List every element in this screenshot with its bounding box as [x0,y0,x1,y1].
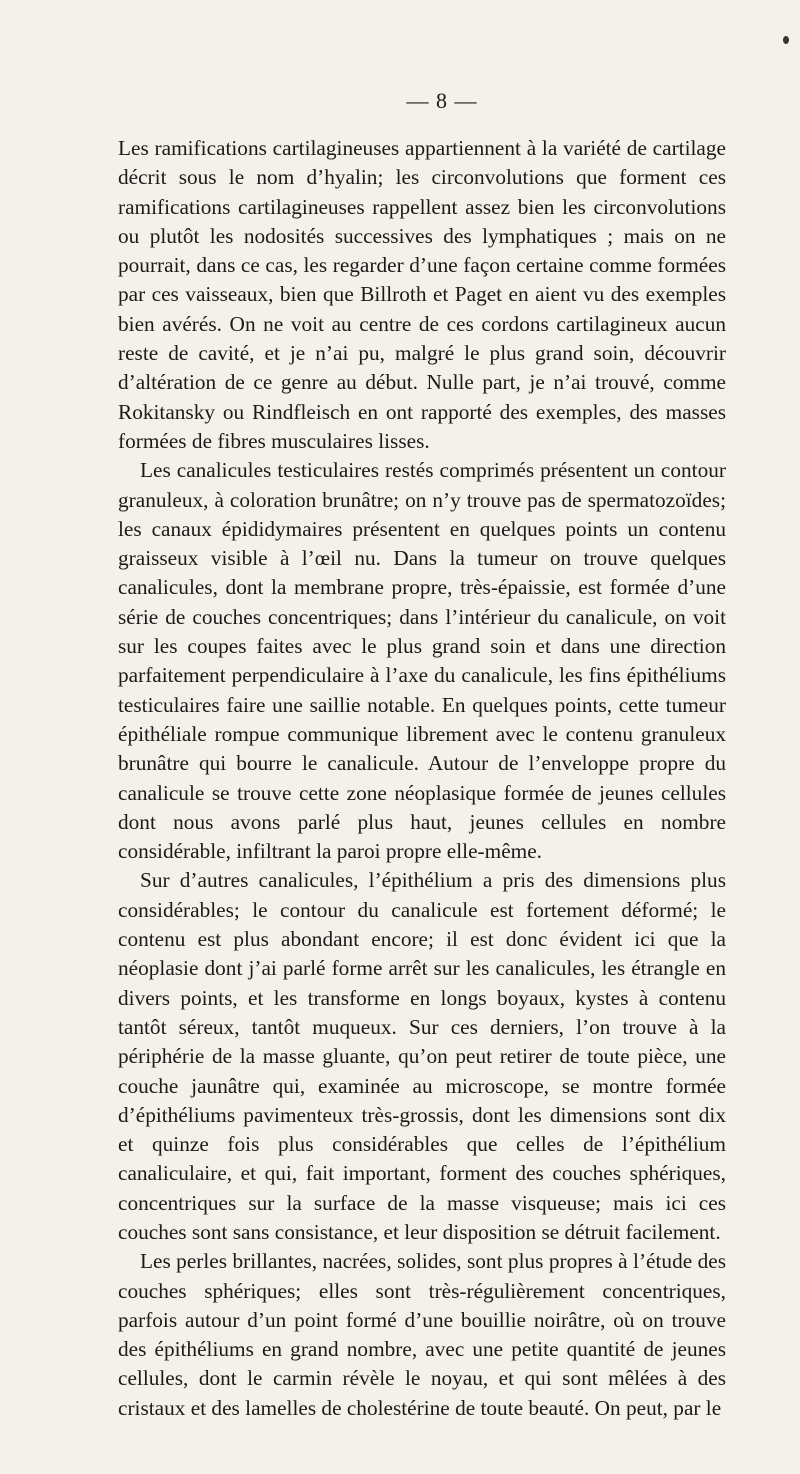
paragraph-2: Les canalicules testiculaires restés comprimés présentent un contour granuleux, à coloration brunâtre; on n’y trouve pas de spermatozoïdes; les canaux épididymaires présentent en quelques points un contenu graisseux visible à l’œil nu. Dans la tumeur on trouve quelques canalicules, dont la membrane propre, très-épaissie, est formée d’une série de couches concentriques; dans l’intérieur du canalicule, on voit sur les coupes faites avec le plus grand soin et dans une direction parfaitement perpendiculaire à l’axe du canalicule, les fins épithéliums testiculaires faire une saillie notable. En quelques points, cette tumeur épithéliale rompue communique librement avec le contenu granuleux brunâtre qui bourre le canalicule. Autour de l’enveloppe propre du canalicule se trouve cette zone néoplasique formée de jeunes cellules dont nous avons parlé plus haut, jeunes cellules en nombre considérable, infiltrant la paroi propre elle-même. [118,458,726,864]
ink-speck [783,36,789,44]
page-number: — 8 — [406,88,478,113]
paragraph-4: Les perles brillantes, nacrées, solides, sont plus propres à l’étude des couches sphériques; elles sont très-régulièrement concentriques, parfois autour d’un point formé d’une bouillie noirâtre, où on trouve des épithéliums en grand nombre, avec une petite quantité de jeunes cellules, dont le carmin révèle le noyau, et qui sont mêlées à des cristaux et des lamelles de cholestérine de toute beauté. On peut, par le [118,1249,726,1420]
paragraph-3: Sur d’autres canalicules, l’épithélium a pris des dimensions plus considérables; le contour du canalicule est fortement déformé; le contenu est plus abondant encore; il est donc évident ici que la néoplasie dont j’ai parlé forme arrêt sur les canalicules, les étrangle en divers points, et les transforme en longs boyaux, kystes à contenu tantôt séreux, tantôt muqueux. Sur ces derniers, l’on trouve à la périphérie de la masse gluante, qu’on peut retirer de toute pièce, une couche jaunâtre qui, examinée au microscope, se montre formée d’épithéliums pavimenteux très-grossis, dont les dimensions sont dix et quinze fois plus considérables que celles de l’épithélium canaliculaire, et qui, fait important, forment des couches sphériques, concentriques sur la surface de la masse visqueuse; mais ici ces couches sont sans consistance, et leur disposition se détruit facilement. [118,868,726,1244]
paragraph-1: Les ramifications cartilagineuses appartiennent à la variété de cartilage décrit sous le nom d’hyalin; les circonvolutions que forment ces ramifications cartilagineuses rappellent assez bien les circonvolutions ou plutôt les nodosités successives des lymphatiques ; mais on ne pourrait, dans ce cas, les regarder d’une façon certaine comme formées par ces vaisseaux, bien que Billroth et Paget en aient vu des exemples bien avérés. On ne voit au centre de ces cordons cartilagineux aucun reste de cavité, et je n’ai pu, malgré le plus grand soin, découvrir d’altération de ce genre au début. Nulle part, je n’ai trouvé, comme Rokitansky ou Rindfleisch en ont rapporté des exemples, des masses formées de fibres musculaires lisses. [118,136,726,453]
body-text [118,134,726,1423]
